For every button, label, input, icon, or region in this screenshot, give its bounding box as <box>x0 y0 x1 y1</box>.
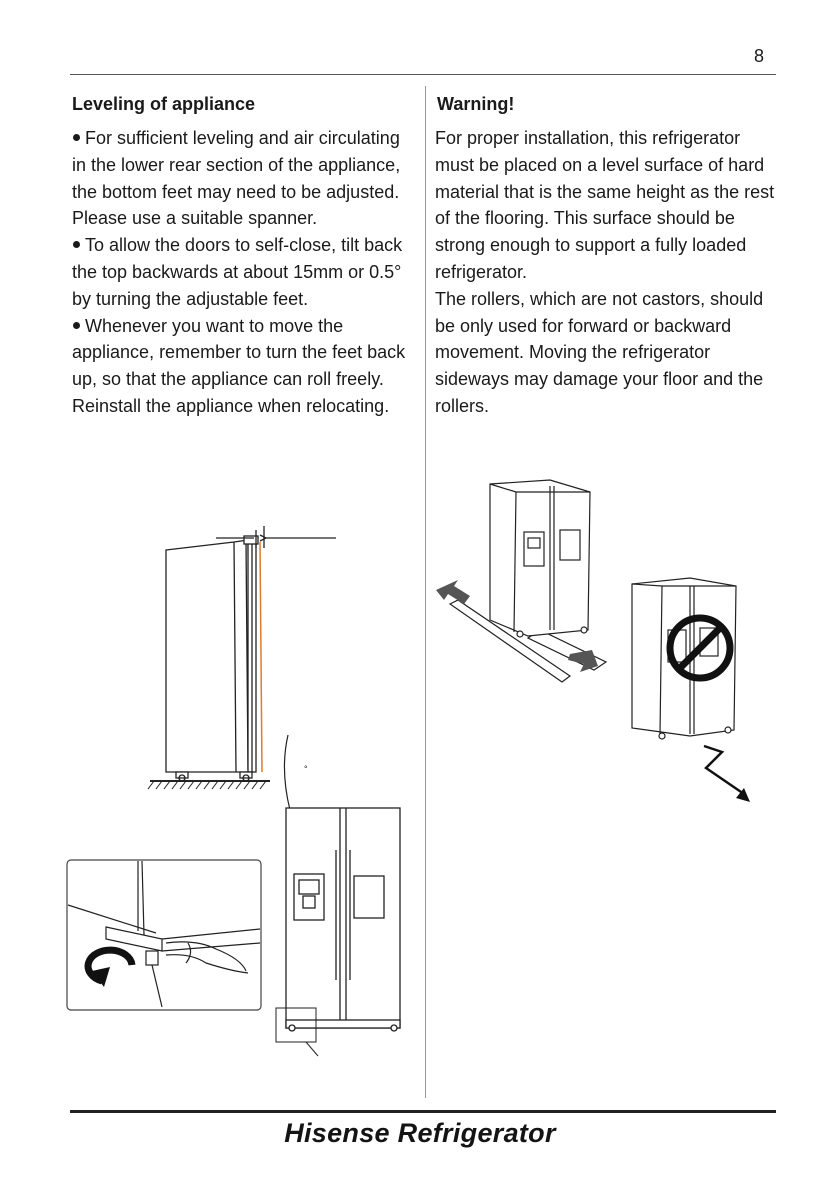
bullet-text: Whenever you want to move the appliance, remember to turn the feet back up, so that the appliance can roll freely. Reinstall the appliance when relocating. <box>72 315 406 416</box>
page-number: 8 <box>753 46 764 66</box>
bullet-text: To allow the doors to self-close, tilt back the top backwards at about 15mm or 0.5° by turning the adjustable feet. <box>72 235 403 309</box>
bullet-icon <box>73 241 80 248</box>
bullet-icon <box>73 134 80 141</box>
bullet-item <box>72 125 418 232</box>
warning-text <box>435 125 783 420</box>
footer-rule <box>70 1110 776 1113</box>
bullet-icon <box>73 322 80 329</box>
refrigerator-sideways-prohibited-illustration <box>618 570 768 810</box>
foot-adjustment-inset <box>66 859 262 1011</box>
bullet-text: For sufficient leveling and air circulating in the lower rear section of the appliance, the bottom feet may need to be adjusted. Please use a suitable spanner. <box>72 128 401 229</box>
refrigerator-roll-forward-illustration <box>428 470 618 690</box>
warning-heading: Warning! <box>437 94 515 114</box>
refrigerator-front-illustration <box>270 800 410 1060</box>
warning-paragraph: For proper installation, this refrigerator must be placed on a level surface of hard material that is the same height as the rest of the flooring. This surface should be strong enough to support a fully loaded refrigerator. <box>435 128 775 282</box>
tilt-side-view-illustration <box>140 520 430 820</box>
angle-mark: ° <box>304 764 308 774</box>
leveling-instructions <box>72 125 418 420</box>
bullet-item <box>72 313 418 420</box>
warning-paragraph: The rollers, which are not castors, should be only used for forward or backward movement. Moving the refrigerator sideways may damage your floor and the rollers. <box>435 288 764 416</box>
leveling-heading: Leveling of appliance <box>72 94 256 114</box>
header-rule <box>70 74 776 75</box>
bullet-item <box>72 232 418 312</box>
footer-brand: Hisense Refrigerator <box>284 1118 556 1148</box>
